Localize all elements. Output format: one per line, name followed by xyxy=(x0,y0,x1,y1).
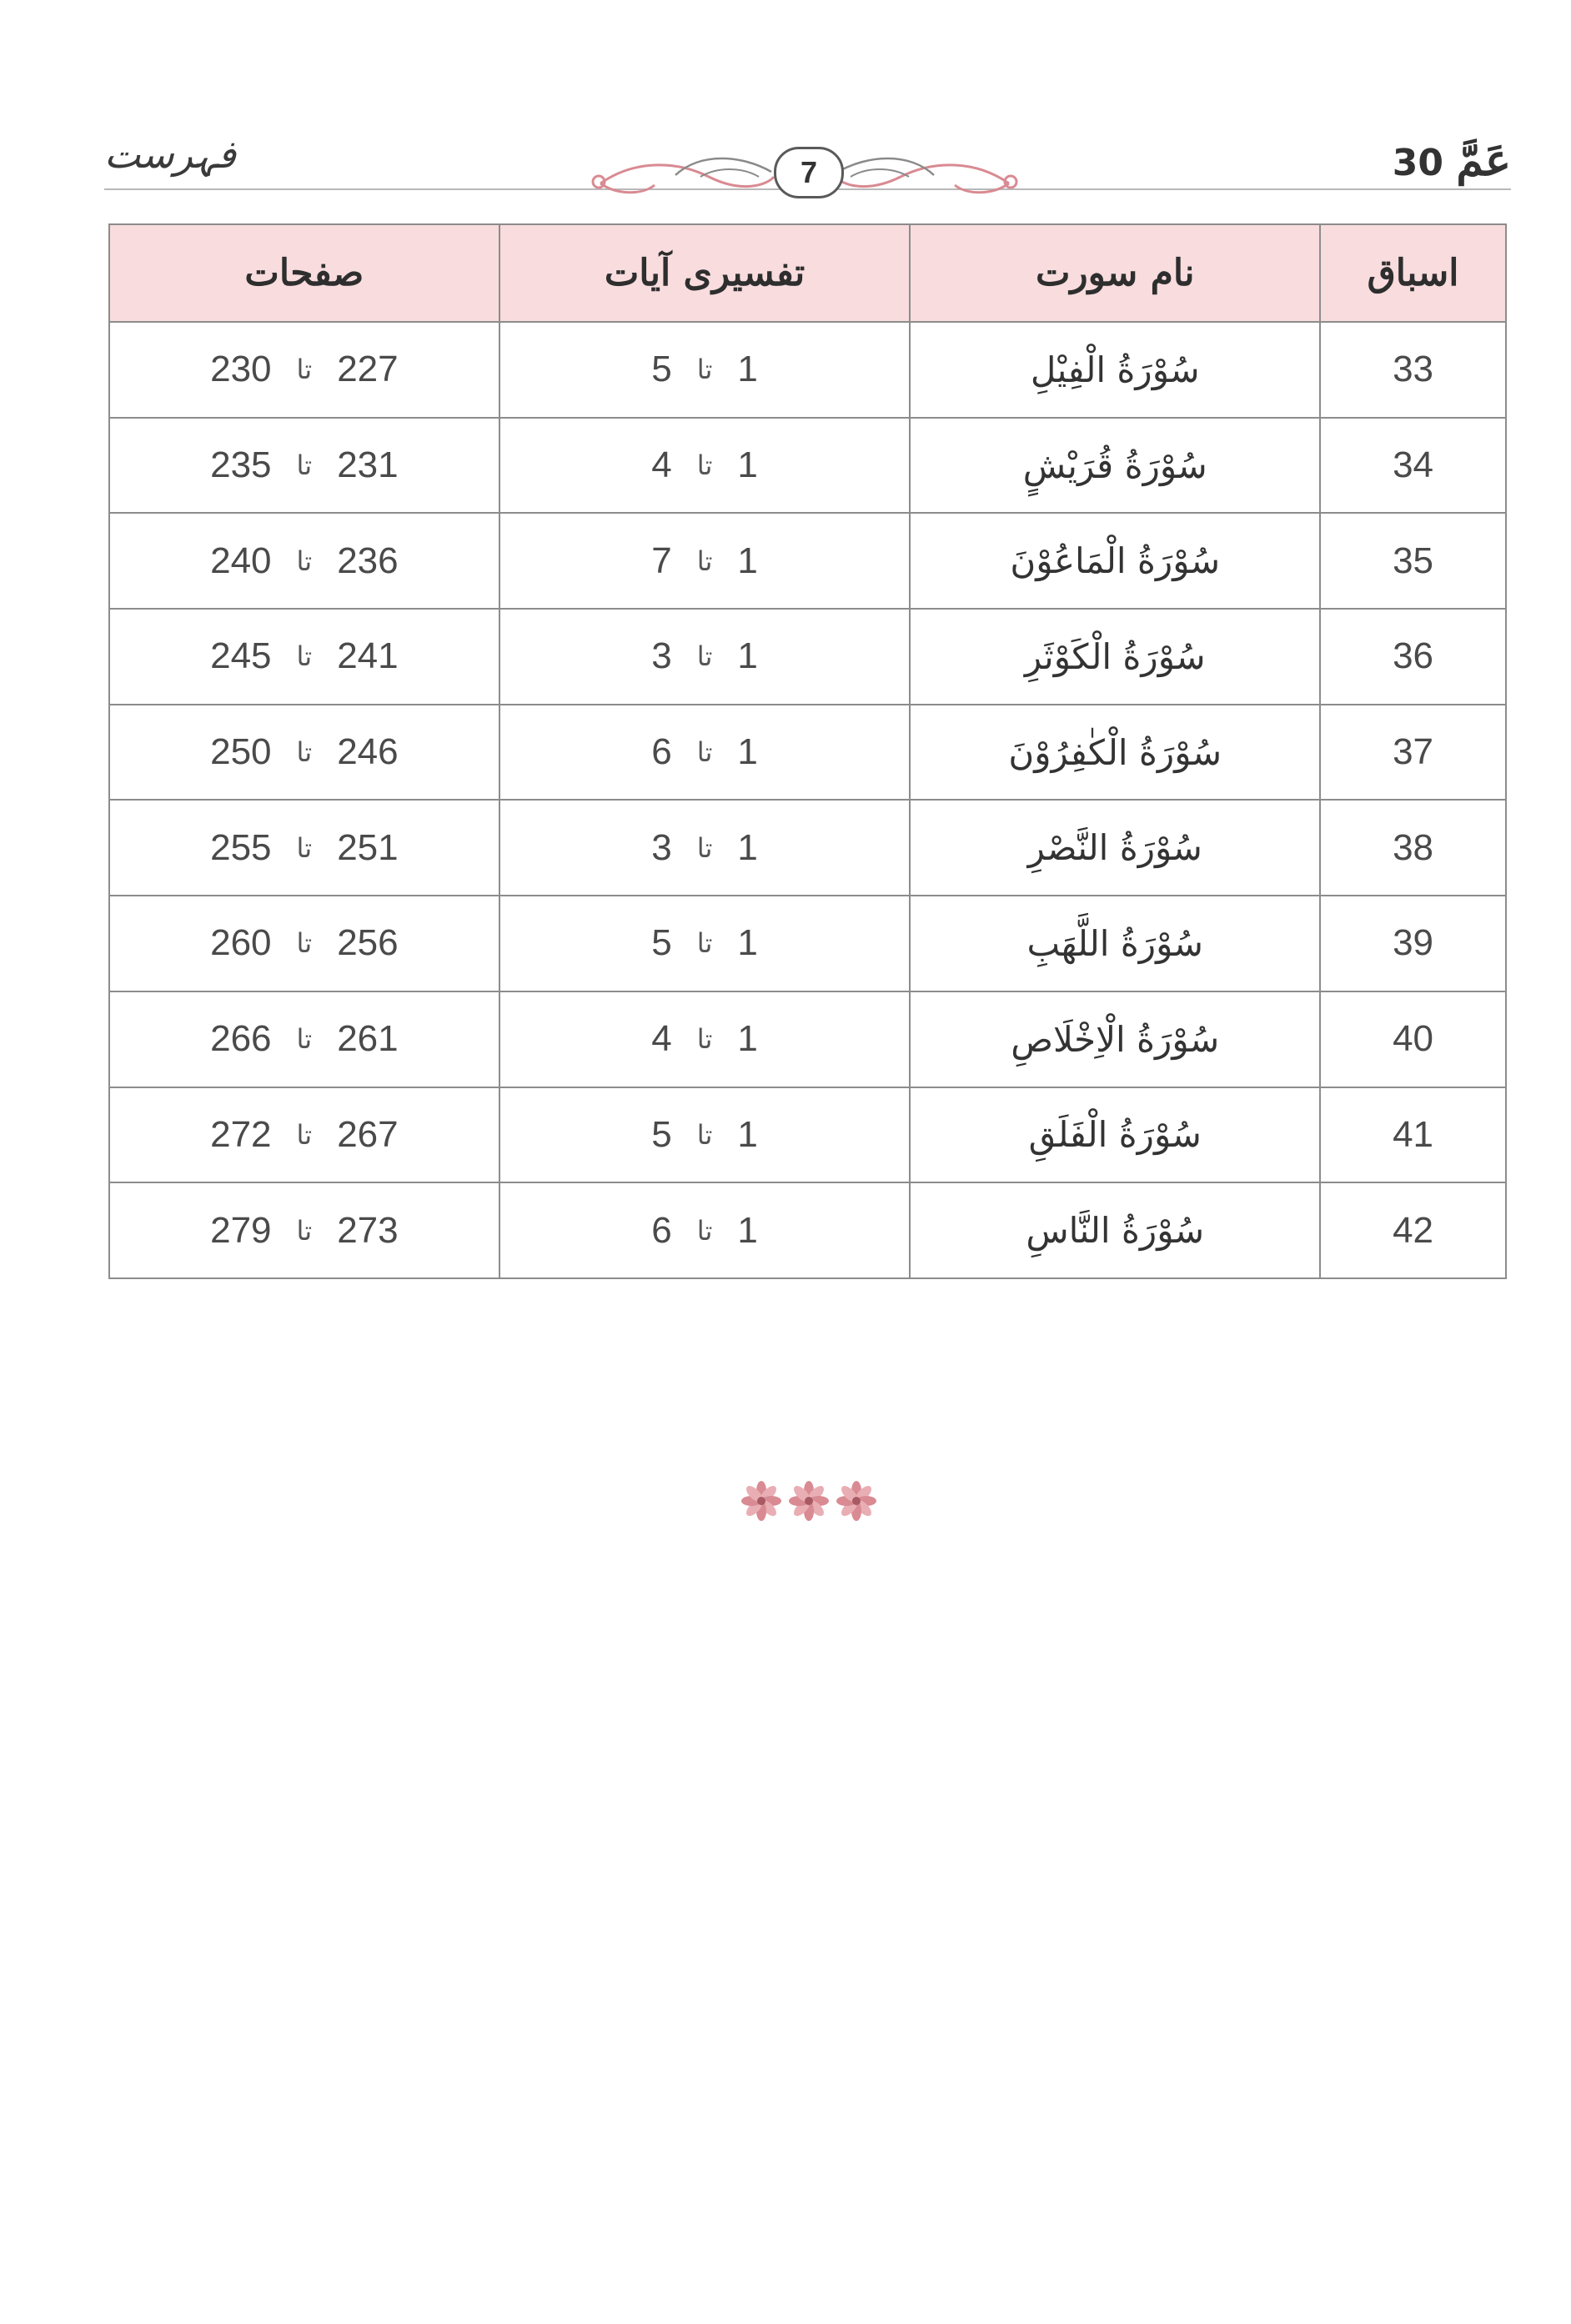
ayat-range xyxy=(499,609,911,705)
page-from: 273 xyxy=(337,1209,399,1251)
table-row xyxy=(109,609,1506,705)
table-body xyxy=(109,322,1506,1278)
juz-name: عَمَّ xyxy=(1456,135,1511,186)
surah-name: سُوْرَةُ اللَّهَبِ xyxy=(910,896,1320,991)
page-from: 227 xyxy=(337,349,399,390)
page-from: 231 xyxy=(337,444,399,486)
ayat-range xyxy=(499,800,911,896)
lesson-number: 41 xyxy=(1320,1087,1506,1183)
range-connector: تا xyxy=(296,736,313,769)
lesson-number: 42 xyxy=(1320,1182,1506,1278)
juz-label xyxy=(1393,135,1511,186)
contents-table xyxy=(108,223,1507,1279)
lesson-number: 40 xyxy=(1320,991,1506,1087)
page-to: 255 xyxy=(210,826,272,868)
page-range xyxy=(109,800,499,896)
ayat-from: 1 xyxy=(737,444,758,486)
ayat-range xyxy=(499,1087,911,1183)
ayat-from: 1 xyxy=(737,635,758,677)
page-to: 240 xyxy=(210,540,272,581)
lesson-number: 35 xyxy=(1320,513,1506,609)
ayat-range xyxy=(499,1182,911,1278)
table-row xyxy=(109,800,1506,896)
page-from: 261 xyxy=(337,1018,399,1060)
page-range xyxy=(109,1182,499,1278)
table-row xyxy=(109,418,1506,514)
page-range xyxy=(109,991,499,1087)
page-to: 230 xyxy=(210,349,272,390)
page-from: 236 xyxy=(337,540,399,581)
range-connector: تا xyxy=(696,736,713,769)
range-connector: تا xyxy=(296,831,313,864)
range-connector: تا xyxy=(696,1118,713,1151)
table-row xyxy=(109,322,1506,418)
ayat-to: 7 xyxy=(651,540,672,581)
page-number: 7 xyxy=(774,147,844,198)
table-row xyxy=(109,513,1506,609)
ayat-from: 1 xyxy=(737,540,758,581)
juz-number: 30 xyxy=(1392,142,1444,184)
range-connector: تا xyxy=(296,449,313,482)
range-connector: تا xyxy=(296,1023,313,1056)
page-to: 266 xyxy=(210,1018,272,1060)
lesson-number: 34 xyxy=(1320,418,1506,514)
ayat-to: 3 xyxy=(651,635,672,677)
page-range xyxy=(109,322,499,418)
column-header-lesson: اسباق xyxy=(1320,224,1506,322)
column-header-pages: صفحات xyxy=(109,224,499,322)
page-range xyxy=(109,1087,499,1183)
surah-name: سُوْرَةُ الْكٰفِرُوْنَ xyxy=(910,705,1320,801)
page-range xyxy=(109,896,499,991)
range-connector: تا xyxy=(296,640,313,673)
flower-divider-icon xyxy=(738,1478,880,1524)
range-connector: تا xyxy=(696,354,713,386)
flower-icon xyxy=(789,1481,829,1521)
range-connector: تا xyxy=(696,545,713,577)
page-from: 256 xyxy=(337,922,399,964)
lesson-number: 33 xyxy=(1320,322,1506,418)
ayat-to: 5 xyxy=(651,922,672,964)
ayat-from: 1 xyxy=(737,731,758,773)
ayat-from: 1 xyxy=(737,349,758,390)
ayat-range xyxy=(499,513,911,609)
ayat-from: 1 xyxy=(737,1209,758,1251)
table-header-row xyxy=(109,224,1506,322)
ayat-from: 1 xyxy=(737,922,758,964)
page-from: 241 xyxy=(337,635,399,677)
page-to: 235 xyxy=(210,444,272,486)
range-connector: تا xyxy=(696,927,713,960)
lesson-number: 37 xyxy=(1320,705,1506,801)
ayat-range xyxy=(499,991,911,1087)
ayat-to: 5 xyxy=(651,349,672,390)
range-connector: تا xyxy=(696,640,713,673)
range-connector: تا xyxy=(696,449,713,482)
range-connector: تا xyxy=(296,545,313,577)
page-from: 246 xyxy=(337,731,399,773)
range-connector: تا xyxy=(696,1214,713,1247)
range-connector: تا xyxy=(296,1118,313,1151)
ayat-to: 6 xyxy=(651,731,672,773)
page-range xyxy=(109,513,499,609)
ayat-range xyxy=(499,705,911,801)
page-range xyxy=(109,609,499,705)
page-to: 250 xyxy=(210,731,272,773)
table-row xyxy=(109,991,1506,1087)
ayat-to: 5 xyxy=(651,1113,672,1155)
range-connector: تا xyxy=(696,1023,713,1056)
column-header-surah: نام سورت xyxy=(910,224,1320,322)
ayat-to: 3 xyxy=(651,826,672,868)
page-to: 272 xyxy=(210,1113,272,1155)
ayat-from: 1 xyxy=(737,826,758,868)
section-title: فہرست xyxy=(104,132,237,177)
surah-name: سُوْرَةُ النَّصْرِ xyxy=(910,800,1320,896)
table-row xyxy=(109,1182,1506,1278)
surah-name: سُوْرَةُ الْفِيْلِ xyxy=(910,322,1320,418)
ayat-to: 4 xyxy=(651,444,672,486)
ayat-to: 4 xyxy=(651,1018,672,1060)
ayat-to: 6 xyxy=(651,1209,672,1251)
surah-name: سُوْرَةُ النَّاسِ xyxy=(910,1182,1320,1278)
surah-name: سُوْرَةُ الْاِخْلَاصِ xyxy=(910,991,1320,1087)
ayat-range xyxy=(499,896,911,991)
surah-name: سُوْرَةُ الْكَوْثَرِ xyxy=(910,609,1320,705)
flower-icon xyxy=(836,1481,876,1521)
ayat-from: 1 xyxy=(737,1018,758,1060)
table-row xyxy=(109,705,1506,801)
table-row xyxy=(109,896,1506,991)
page-range xyxy=(109,418,499,514)
page-to: 260 xyxy=(210,922,272,964)
column-header-ayat: تفسیری آیات xyxy=(499,224,911,322)
range-connector: تا xyxy=(296,354,313,386)
flower-icon xyxy=(741,1481,781,1521)
ayat-range xyxy=(499,322,911,418)
table-row xyxy=(109,1087,1506,1183)
ayat-from: 1 xyxy=(737,1113,758,1155)
surah-name: سُوْرَةُ الْمَاعُوْنَ xyxy=(910,513,1320,609)
range-connector: تا xyxy=(296,1214,313,1247)
range-connector: تا xyxy=(696,831,713,864)
lesson-number: 38 xyxy=(1320,800,1506,896)
lesson-number: 39 xyxy=(1320,896,1506,991)
page-to: 279 xyxy=(210,1209,272,1251)
range-connector: تا xyxy=(296,927,313,960)
page-range xyxy=(109,705,499,801)
ayat-range xyxy=(499,418,911,514)
surah-name: سُوْرَةُ قُرَيْشٍ xyxy=(910,418,1320,514)
page-to: 245 xyxy=(210,635,272,677)
page-from: 251 xyxy=(337,826,399,868)
page-from: 267 xyxy=(337,1113,399,1155)
surah-name: سُوْرَةُ الْفَلَقِ xyxy=(910,1087,1320,1183)
lesson-number: 36 xyxy=(1320,609,1506,705)
